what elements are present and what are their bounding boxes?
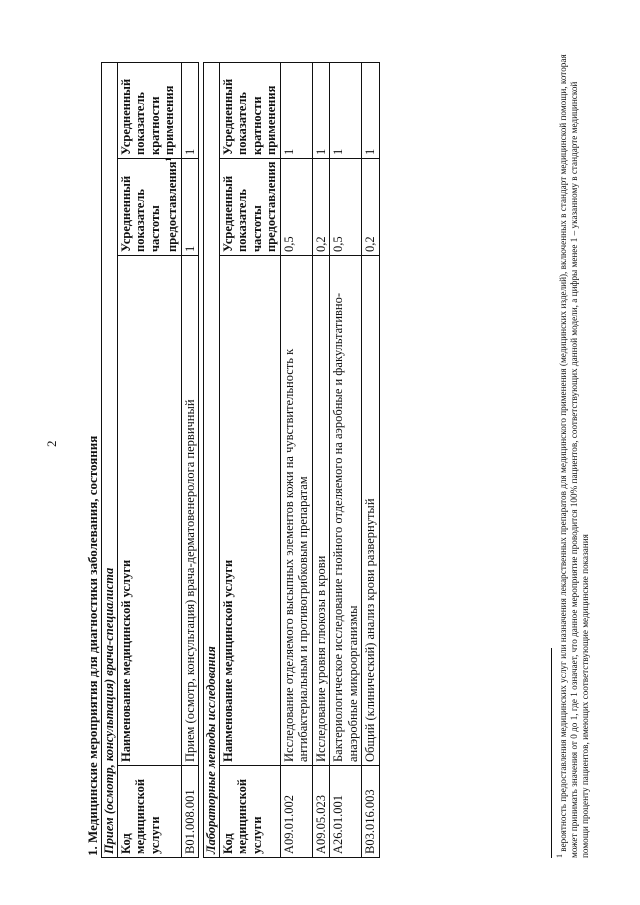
table-row	[312, 63, 330, 858]
page-number: 2	[44, 440, 59, 447]
cell-mult: 1	[312, 63, 330, 159]
table-consultations	[101, 62, 199, 858]
table-row	[181, 62, 199, 857]
col-name-header: Наименование медицинской услуги	[117, 256, 181, 766]
cell-code: A09.01.002	[280, 766, 312, 858]
cell-freq: 0,2	[362, 159, 380, 256]
cell-freq: 0,5	[330, 159, 362, 256]
table-header-row	[117, 62, 181, 857]
cell-mult: 1	[330, 63, 362, 159]
table-row	[330, 63, 362, 858]
cell-name: Общий (клинический) анализ крови развернутый	[362, 256, 380, 766]
cell-freq: 0,5	[280, 159, 312, 256]
col-code-header: Код медицинской услуги	[117, 766, 181, 858]
footnote	[551, 48, 611, 858]
col-freq-header: Усредненный показатель частоты предоставления	[219, 159, 280, 256]
footnote-mark: 1	[555, 854, 564, 858]
col-freq-header: Усредненный показатель частоты предоставления$^1$	[117, 159, 181, 256]
cell-code: B03.016.003	[362, 766, 380, 858]
table-row	[280, 63, 312, 858]
cell-mult: 1	[280, 63, 312, 159]
col-name-header: Наименование медицинской услуги	[219, 256, 280, 766]
cell-freq: 0,2	[312, 159, 330, 256]
cell-name: Бактериологическое исследование гнойного отделяемого на аэробные и факультативно-анаэробные микроорганизмы	[330, 256, 362, 766]
rotated-content	[85, 48, 620, 858]
table2-caption: Лабораторные методы исследования	[204, 63, 220, 858]
cell-name: Исследование отделяемого высыпных элементов кожи на чувствительность к антибактериальным и противогрибковым препаратам	[280, 256, 312, 766]
footnote-mark: 1	[164, 157, 173, 162]
col-mult-header: Усредненный показатель кратности применения	[117, 62, 181, 158]
cell-code: B01.008.001	[181, 766, 199, 858]
cell-code: A09.05.023	[312, 766, 330, 858]
table-row	[362, 63, 380, 858]
cell-code: A26.01.001	[330, 766, 362, 858]
col-code-header: Код медицинской услуги	[219, 766, 280, 858]
section-title: 1. Медицинские мероприятия для диагностики заболевания, состояния	[85, 435, 100, 856]
cell-mult: 1	[362, 63, 380, 159]
table-header-row	[219, 63, 280, 858]
col-mult-header: Усредненный показатель кратности применения	[219, 63, 280, 159]
cell-name: Прием (осмотр, консультация) врача-дерматовенеролога первичный	[181, 256, 199, 766]
cell-name: Исследование уровня глюкозы в крови	[312, 256, 330, 766]
table-lab-methods	[203, 62, 380, 858]
table1-caption: Прием (осмотр, консультация) врача-специалиста	[102, 62, 118, 857]
cell-mult: 1	[181, 62, 199, 158]
footnote-text: $^1$ вероятность предоставления медицинских услуг или назначения лекарственных препаратов для медицинского применения (медицинских изделий), включенных в стандарт медицинской помощи, которая может принимать значения от 0 до 1, где 1 означает, что данное мероприятие проводится 100% пациентов, соответствующих данной модели, а цифры менее 1 – указанному в стандарте медицинской помощи проценту пациентов, имеющих соответствующие медицинские показания	[555, 54, 591, 858]
footnote-divider	[551, 648, 552, 858]
cell-freq: 1	[181, 159, 199, 256]
